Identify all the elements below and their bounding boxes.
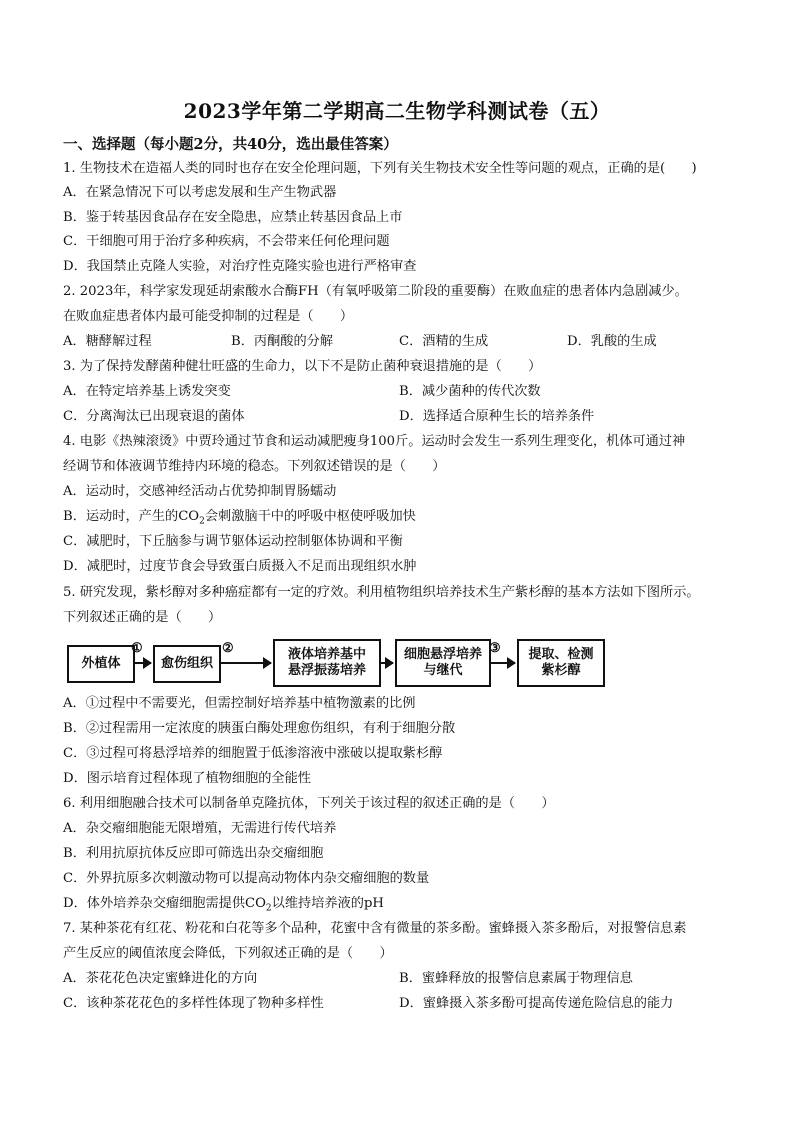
q6-option-d-sub: 2 <box>265 903 272 914</box>
q6-option-d <box>63 895 384 918</box>
flow-box-extract-detect-line2: 紫杉醇 <box>541 663 581 678</box>
q5-option-b: B．②过程需用一定浓度的胰蛋白酶处理愈伤组织，有利于细胞分散 <box>63 721 456 736</box>
q1-option-a: A．在紧急情况下可以考虑发展和生产生物武器 <box>63 185 337 200</box>
q3-stem: 3. 为了保持发酵菌种健壮旺盛的生命力，以下不是防止菌种衰退措施的是（ ） <box>63 359 542 374</box>
q6-option-c: C．外界抗原多次刺激动物可以提高动物体内杂交瘤细胞的数量 <box>63 871 430 886</box>
q6-option-a: A．杂交瘤细胞能无限增殖，无需进行传代培养 <box>63 821 337 836</box>
flow-box-liquid-culture-line1: 液体培养基中 <box>287 647 366 662</box>
q7-option-c: C．该种茶花花色的多样性体现了物种多样性 <box>63 996 324 1011</box>
q5-option-c: C．③过程可将悬浮培养的细胞置于低渗溶液中涨破以提取紫杉醇 <box>63 746 443 761</box>
q6-option-d-post: 以维持培养液的pH <box>271 896 384 911</box>
q5-option-d: D．图示培育过程体现了植物细胞的全能性 <box>63 771 311 786</box>
flow-box-extract-detect <box>517 639 605 687</box>
q4-option-b-post: 会刺激脑干中的呼吸中枢使呼吸加快 <box>204 509 416 524</box>
q5-stem-line2: 下列叙述正确的是（ ） <box>63 610 222 625</box>
flow-box-suspension-culture-line2: 与继代 <box>423 663 463 678</box>
q6-option-b: B．利用抗原抗体反应即可筛选出杂交瘤细胞 <box>63 846 324 861</box>
q1-option-d: D．我国禁止克隆人实验，对治疗性克隆实验也进行严格审查 <box>63 259 417 274</box>
q6-stem: 6. 利用细胞融合技术可以制备单克隆抗体，下列关于该过程的叙述正确的是（ ） <box>63 796 555 811</box>
q7-stem-line2: 产生反应的阈值浓度会降低，下列叙述正确的是（ ） <box>63 946 393 961</box>
flow-box-liquid-culture-line2: 悬浮振荡培养 <box>287 663 366 678</box>
q7-stem-line1: 7. 某种茶花有红花、粉花和白花等多个品种，花蜜中含有微量的茶多酚。蜜蜂摄入茶多酚后，对报警信息素 <box>63 921 687 936</box>
q2-option-c: C．酒精的生成 <box>399 334 489 349</box>
q3-option-d: D．选择适合原种生长的培养条件 <box>399 409 595 424</box>
q7-option-b: B．蜜蜂释放的报警信息素属于物理信息 <box>399 971 633 986</box>
q1-option-b: B．鉴于转基因食品存在安全隐患，应禁止转基因食品上市 <box>63 210 403 225</box>
q4-option-c: C．减肥时，下丘脑参与调节躯体运动控制躯体协调和平衡 <box>63 534 403 549</box>
q3-option-a: A．在特定培养基上诱发突变 <box>63 384 231 399</box>
q7-option-a: A．茶花花色决定蜜蜂进化的方向 <box>63 971 258 986</box>
q5-stem-line1: 5. 研究发现，紫杉醇对多种癌症都有一定的疗效。利用植物组织培养技术生产紫杉醇的基本方法如下图所示。 <box>63 585 700 600</box>
q2-option-a: A．糖酵解过程 <box>63 334 152 349</box>
exam-title: 2023学年第二学期高二生物学科测试卷（五） <box>183 99 611 123</box>
flow-box-suspension-culture-line1: 细胞悬浮培养 <box>403 647 482 662</box>
flow-box-extract-detect-line1: 提取、检测 <box>528 647 594 662</box>
flow-step-1: ① <box>131 641 143 656</box>
q2-option-d: D．乳酸的生成 <box>567 334 657 349</box>
q6-option-d-pre: D．体外培养杂交瘤细胞需提供CO <box>63 896 266 911</box>
flow-box-callus: 愈伤组织 <box>153 645 221 683</box>
q3-option-c: C．分离淘汰已出现衰退的菌体 <box>63 409 245 424</box>
flow-step-2: ② <box>222 641 234 656</box>
q4-option-a: A．运动时，交感神经活动占优势抑制胃肠蠕动 <box>63 484 337 499</box>
q4-option-b <box>63 508 416 531</box>
flow-arrow-4 <box>491 662 515 664</box>
q1-option-c: C．干细胞可用于治疗多种疾病，不会带来任何伦理问题 <box>63 234 390 249</box>
q2-option-b: B．丙酮酸的分解 <box>231 334 334 349</box>
q4-stem-line1: 4. 电影《热辣滚烫》中贾玲通过节食和运动减肥瘦身100斤。运动时会发生一系列生理变化，机体可通过神 <box>63 434 686 449</box>
q1-stem: 1. 生物技术在造福人类的同时也存在安全伦理问题，下列有关生物技术安全性等问题的观点，正确的是( ) <box>63 161 697 176</box>
flow-arrow-1 <box>133 662 151 664</box>
q2-stem-line1: 2. 2023年，科学家发现延胡索酸水合酶FH（有氧呼吸第二阶段的重要酶）在败血症的患者体内急剧减少。 <box>63 284 688 299</box>
q4-option-d: D．减肥时，过度节食会导致蛋白质摄入不足而出现组织水肿 <box>63 559 417 574</box>
flow-box-liquid-culture <box>273 639 381 687</box>
q2-stem-line2: 在败血症患者体内最可能受抑制的过程是（ ） <box>63 309 354 324</box>
q7-option-d: D．蜜蜂摄入茶多酚可提高传递危险信息的能力 <box>399 996 674 1011</box>
q4-option-b-pre: B．运动时，产生的CO <box>63 509 200 524</box>
q4-option-b-sub: 2 <box>199 516 205 527</box>
flow-arrow-3 <box>379 662 393 664</box>
q3-option-b: B．减少菌种的传代次数 <box>399 384 541 399</box>
flow-box-explant: 外植体 <box>67 645 135 683</box>
section-heading: 一、选择题（每小题2分，共40分，选出最佳答案） <box>63 136 398 153</box>
q4-stem-line2: 经调节和体液调节维持内环境的稳态。下列叙述错误的是（ ） <box>63 459 446 474</box>
q5-option-a: A．①过程中不需要光，但需控制好培养基中植物激素的比例 <box>63 696 416 711</box>
flow-arrow-2 <box>219 662 271 664</box>
flow-step-3: ③ <box>489 641 501 656</box>
process-flow-diagram <box>67 639 594 687</box>
flow-box-suspension-culture <box>395 639 491 687</box>
